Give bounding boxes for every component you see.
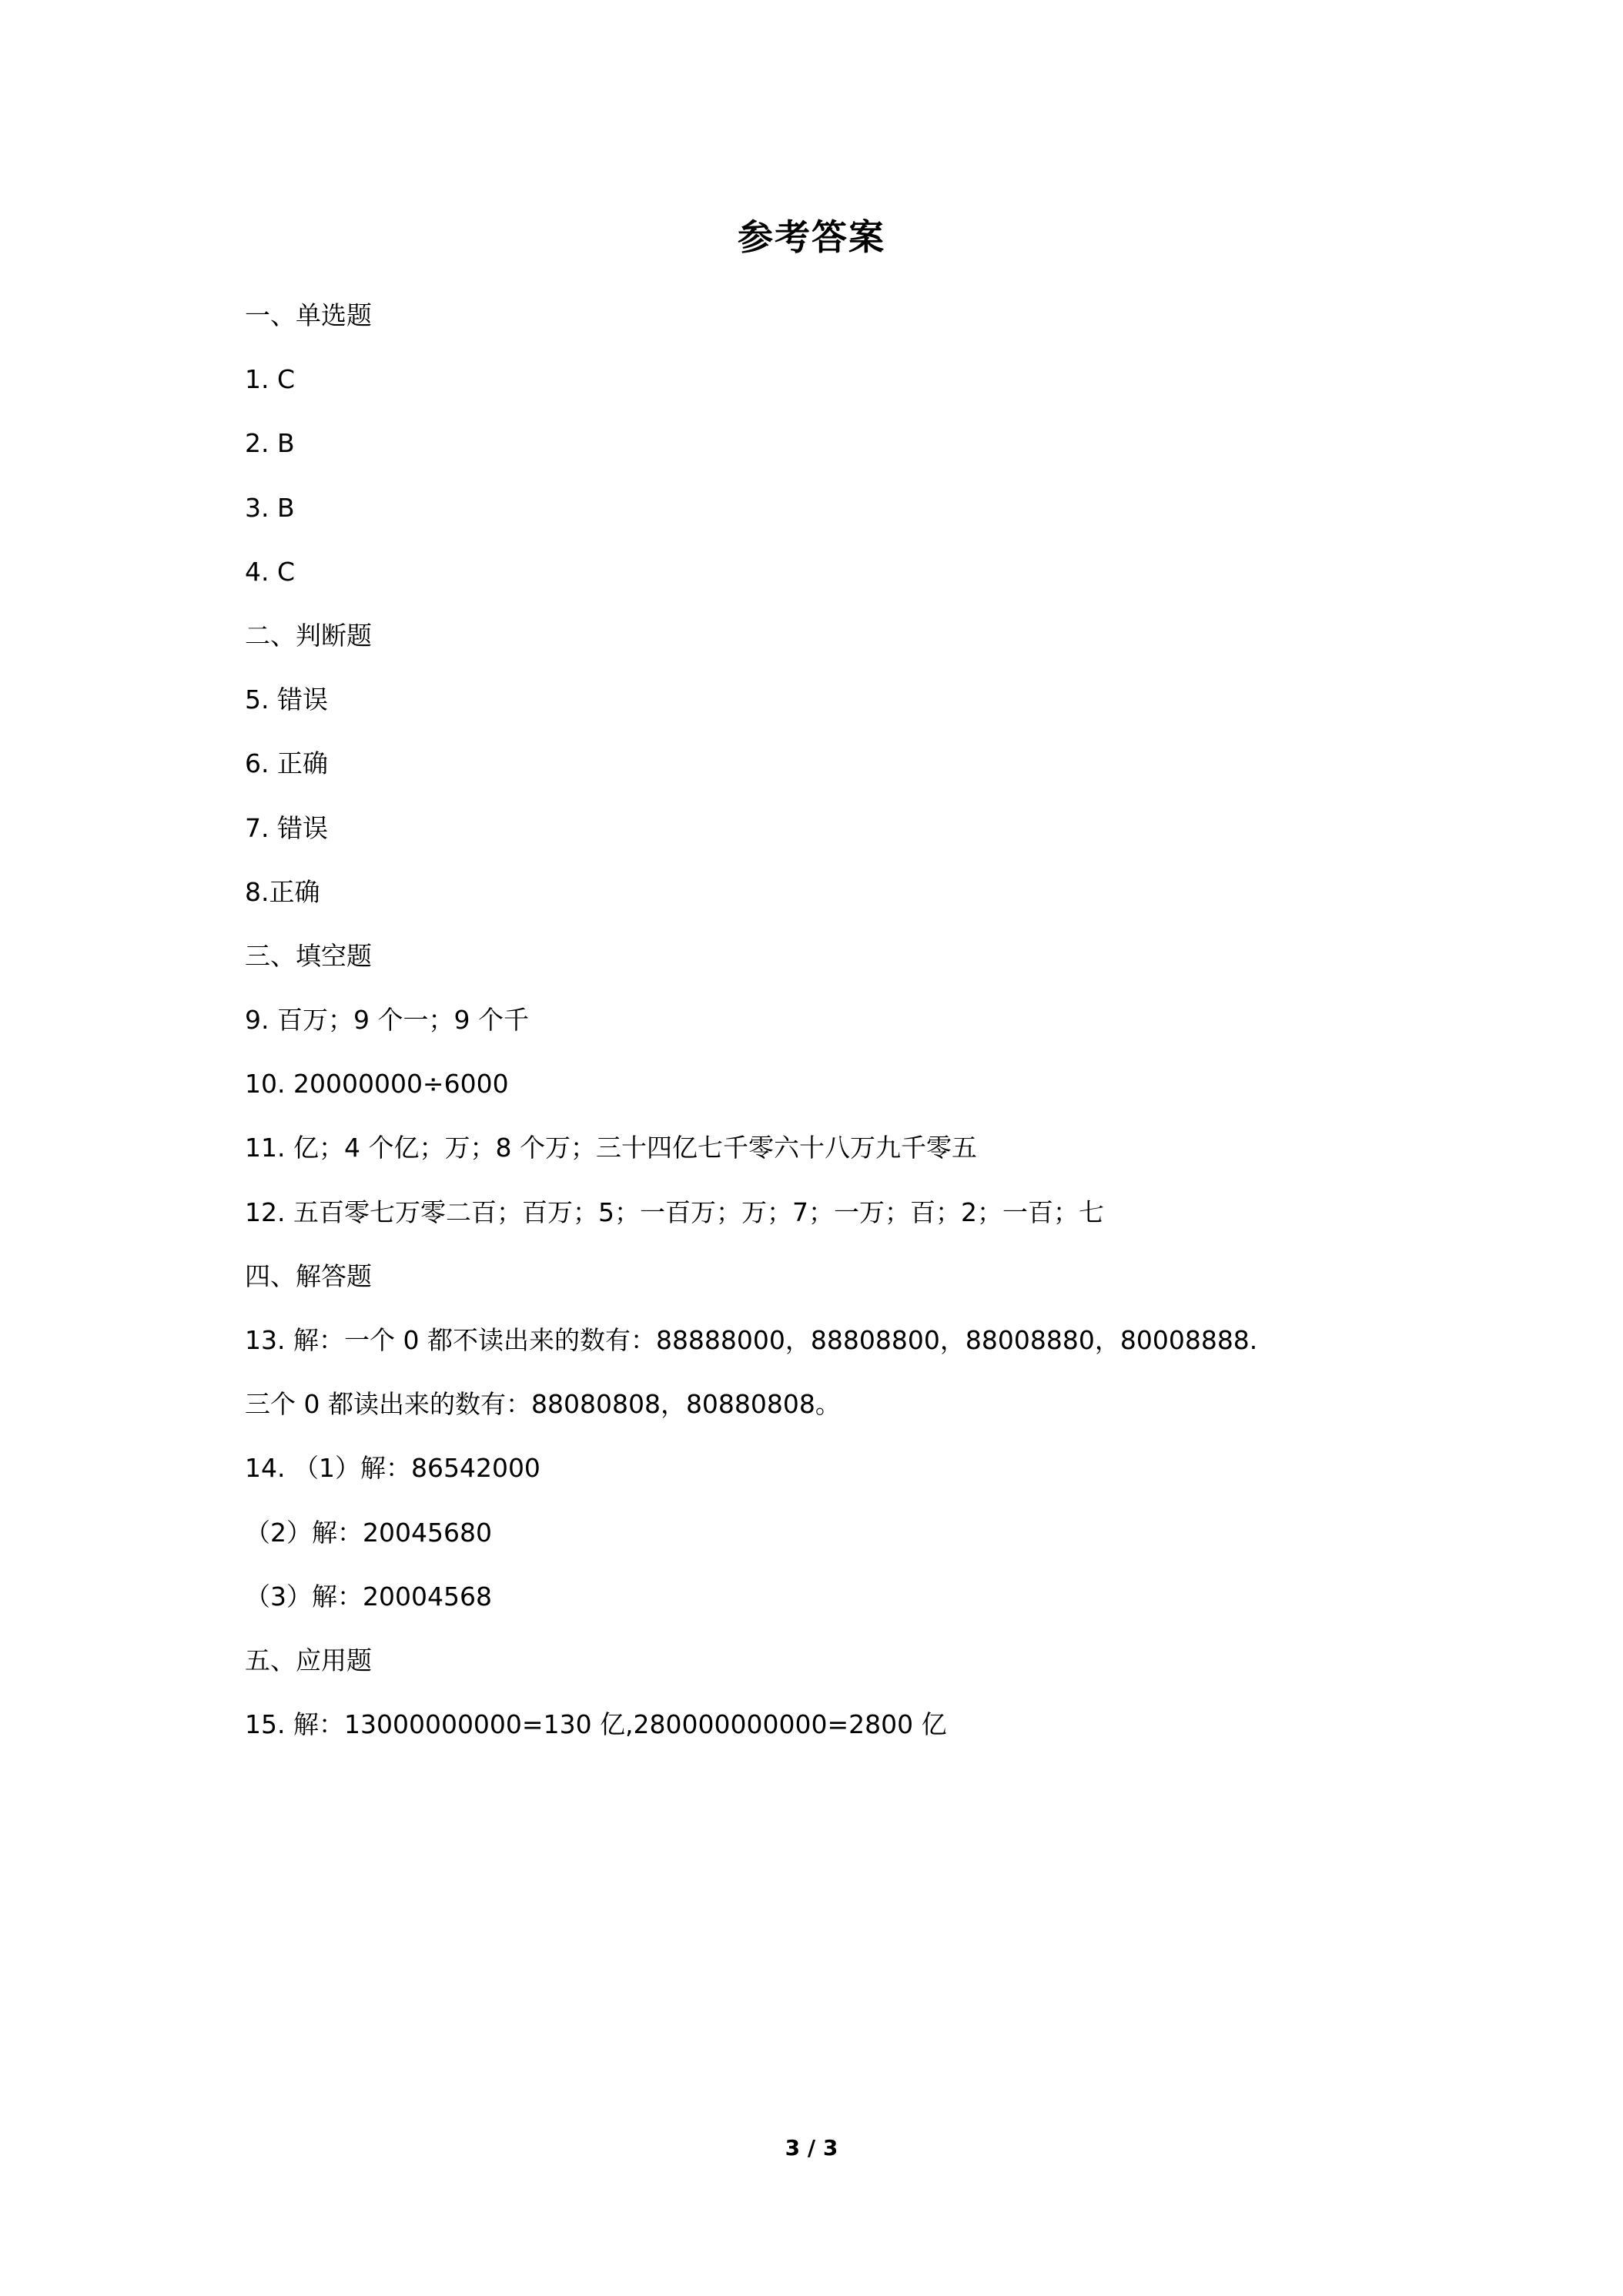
- page-title: 参考答案: [738, 216, 885, 258]
- section-heading-fill-in: 三、填空题: [245, 940, 372, 971]
- answer-line: （3）解：20004568: [245, 1581, 492, 1612]
- answer-line: 7. 错误: [245, 812, 328, 843]
- section-heading-application: 五、应用题: [245, 1645, 372, 1675]
- answer-line: 10. 20000000÷6000: [245, 1069, 509, 1099]
- page-number: 3 / 3: [785, 2135, 838, 2160]
- section-heading-single-choice: 一、单选题: [245, 300, 372, 330]
- answer-line: 8.正确: [245, 876, 320, 907]
- answer-line: 2. B: [245, 428, 295, 459]
- section-heading-true-false: 二、判断题: [245, 620, 372, 651]
- answer-line: 14. （1）解：86542000: [245, 1453, 540, 1484]
- answer-line: 三个 0 都读出来的数有：88080808，80880808。: [245, 1389, 841, 1420]
- answer-line: 15. 解：13000000000=130 亿,280000000000=2800 亿: [245, 1709, 947, 1740]
- answer-list: [245, 293, 1400, 1766]
- answer-line: 12. 五百零七万零二百；百万；5；一百万；万；7；一万；百；2；一百；七: [245, 1197, 1104, 1227]
- answer-line: 6. 正确: [245, 748, 328, 779]
- answer-line: 3. B: [245, 492, 295, 523]
- section-heading-solutions: 四、解答题: [245, 1260, 372, 1291]
- answer-line: 1. C: [245, 364, 296, 395]
- answer-line: （2）解：20045680: [245, 1517, 492, 1548]
- answer-line: 13. 解：一个 0 都不读出来的数有：88888000，88808800，88008880，80008888.: [245, 1325, 1258, 1355]
- answer-line: 5. 错误: [245, 684, 328, 715]
- answer-line: 4. C: [245, 556, 296, 587]
- answer-line: 9. 百万；9 个一；9 个千: [245, 1005, 529, 1036]
- answer-line: 11. 亿；4 个亿；万；8 个万；三十四亿七千零六十八万九千零五: [245, 1133, 977, 1163]
